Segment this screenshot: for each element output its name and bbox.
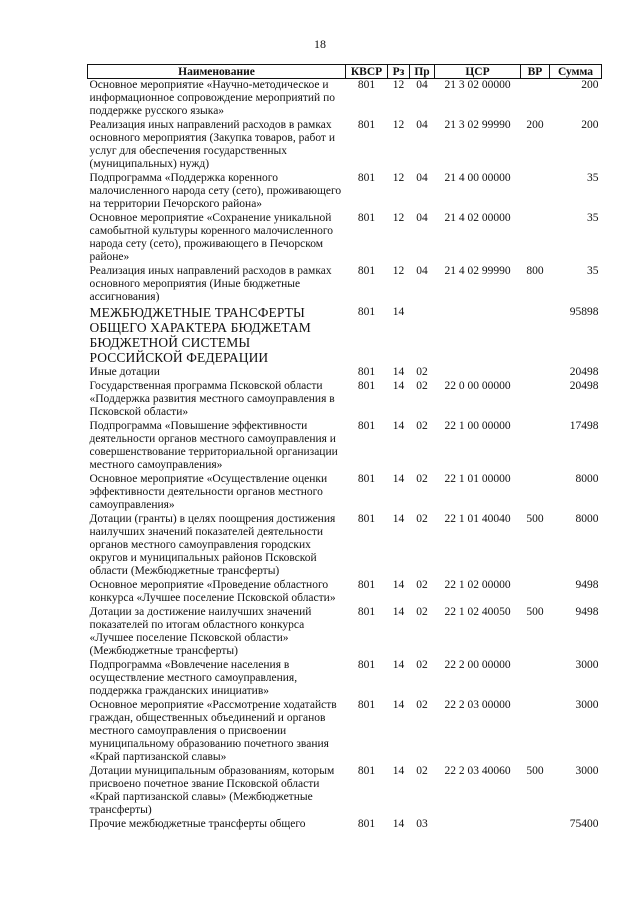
row-vr: 800 bbox=[526, 265, 544, 277]
row-name: Основное мероприятие «Сохранение уникальной самобытной культуры коренного малочисленного народа сету (сето), проживающего в Печорском районе» bbox=[89, 212, 334, 263]
row-pr: 04 bbox=[416, 79, 428, 91]
row-kvsr: 801 bbox=[357, 366, 376, 378]
table-header-row bbox=[88, 65, 602, 79]
row-csr: 21 4 02 99990 bbox=[444, 265, 511, 277]
row-sum: 200 bbox=[581, 119, 599, 131]
row-csr bbox=[435, 818, 521, 832]
row-name: Реализация иных направлений расходов в рамках основного мероприятия (Иные бюджетные ассигнования) bbox=[89, 265, 332, 303]
row-sum: 35 bbox=[587, 172, 599, 184]
row-vr bbox=[521, 579, 550, 606]
table-row bbox=[88, 579, 602, 606]
row-csr bbox=[435, 305, 521, 366]
row-csr: 22 1 02 00000 bbox=[444, 579, 511, 591]
row-sum: 95898 bbox=[569, 306, 599, 318]
table-row bbox=[88, 119, 602, 172]
row-kvsr: 801 bbox=[357, 699, 376, 711]
table-row bbox=[88, 212, 602, 265]
row-name: Дотации муниципальным образованиям, которым присвоено почетное звание Псковской области «Край партизанской славы» (Межбюджетные трансферты) bbox=[89, 765, 335, 816]
header-name: Наименование bbox=[88, 65, 346, 79]
row-vr bbox=[521, 380, 550, 420]
row-rz: 14 bbox=[392, 513, 405, 525]
table-row bbox=[88, 305, 602, 366]
row-vr bbox=[521, 699, 550, 765]
row-pr: 02 bbox=[416, 420, 428, 432]
row-csr: 21 3 02 99990 bbox=[444, 119, 511, 131]
row-pr: 02 bbox=[416, 579, 428, 591]
row-vr: 500 bbox=[526, 513, 544, 525]
row-pr: 02 bbox=[416, 699, 428, 711]
row-pr: 02 bbox=[416, 513, 428, 525]
row-name: Реализация иных направлений расходов в рамках основного мероприятия (Закупка товаров, работ и услуг для обеспечения государственных (муниципальных) нужд) bbox=[89, 119, 335, 170]
header-kvsr: КВСР bbox=[346, 65, 388, 79]
row-pr: 02 bbox=[416, 473, 428, 485]
row-kvsr: 801 bbox=[357, 172, 376, 184]
row-rz: 14 bbox=[392, 366, 405, 378]
row-pr: 03 bbox=[416, 818, 428, 830]
row-name: Основное мероприятие «Проведение областного конкурса «Лучшее поселение Псковской области» bbox=[89, 579, 336, 604]
table-body bbox=[88, 79, 602, 833]
row-csr: 21 4 02 00000 bbox=[444, 212, 511, 224]
row-csr: 22 1 00 00000 bbox=[444, 420, 511, 432]
row-sum: 3000 bbox=[575, 699, 599, 711]
row-rz: 14 bbox=[392, 380, 405, 392]
row-csr: 22 2 03 00000 bbox=[444, 699, 511, 711]
table-row bbox=[88, 79, 602, 120]
table-row bbox=[88, 513, 602, 579]
row-kvsr: 801 bbox=[357, 513, 376, 525]
row-kvsr: 801 bbox=[357, 420, 376, 432]
row-name: Иные дотации bbox=[89, 366, 160, 378]
table-row bbox=[88, 380, 602, 420]
row-rz: 14 bbox=[392, 699, 405, 711]
row-vr bbox=[521, 79, 550, 120]
row-sum: 9498 bbox=[575, 579, 599, 591]
row-csr: 22 0 00 00000 bbox=[444, 380, 511, 392]
row-csr: 22 1 01 40040 bbox=[444, 513, 511, 525]
table-row bbox=[88, 659, 602, 699]
row-kvsr: 801 bbox=[357, 212, 376, 224]
row-csr bbox=[435, 366, 521, 380]
table-row bbox=[88, 606, 602, 659]
row-name: Прочие межбюджетные трансферты общего bbox=[89, 818, 306, 830]
table-row bbox=[88, 818, 602, 832]
row-sum: 17498 bbox=[569, 420, 599, 432]
header-csr: ЦСР bbox=[435, 65, 521, 79]
row-pr: 04 bbox=[416, 172, 428, 184]
header-sum: Сумма bbox=[550, 65, 602, 79]
row-kvsr: 801 bbox=[357, 579, 376, 591]
row-rz: 12 bbox=[392, 265, 405, 277]
row-vr bbox=[521, 473, 550, 513]
budget-table bbox=[87, 64, 602, 832]
row-kvsr: 801 bbox=[357, 659, 376, 671]
row-pr: 02 bbox=[416, 765, 428, 777]
row-kvsr: 801 bbox=[357, 79, 376, 91]
row-sum: 9498 bbox=[575, 606, 599, 618]
row-sum: 3000 bbox=[575, 765, 599, 777]
row-sum: 20498 bbox=[569, 366, 599, 378]
row-kvsr: 801 bbox=[357, 380, 376, 392]
row-pr: 04 bbox=[416, 212, 428, 224]
row-name: Подпрограмма «Вовлечение населения в осуществление местного самоуправления, поддержка гражданских инициатив» bbox=[89, 659, 298, 697]
row-name: Основное мероприятие «Научно-методическое и информационное сопровождение мероприятий по поддержке русского языка» bbox=[89, 79, 335, 117]
row-vr bbox=[521, 305, 550, 366]
table-row bbox=[88, 699, 602, 765]
row-csr: 21 3 02 00000 bbox=[444, 79, 511, 91]
row-rz: 14 bbox=[392, 420, 405, 432]
header-rz: Рз bbox=[388, 65, 410, 79]
row-vr: 200 bbox=[526, 119, 544, 131]
row-rz: 14 bbox=[392, 659, 405, 671]
row-csr: 22 2 00 00000 bbox=[444, 659, 511, 671]
row-kvsr: 801 bbox=[357, 473, 376, 485]
row-rz: 14 bbox=[392, 818, 405, 830]
row-pr: 02 bbox=[416, 659, 428, 671]
row-rz: 14 bbox=[392, 306, 405, 318]
row-pr bbox=[410, 305, 435, 366]
row-vr: 500 bbox=[526, 606, 544, 618]
row-sum: 75400 bbox=[569, 818, 599, 830]
row-rz: 12 bbox=[392, 212, 405, 224]
table-row bbox=[88, 420, 602, 473]
row-sum: 3000 bbox=[575, 659, 599, 671]
row-sum: 200 bbox=[581, 79, 599, 91]
row-vr bbox=[521, 420, 550, 473]
table-row bbox=[88, 765, 602, 818]
row-rz: 14 bbox=[392, 765, 405, 777]
row-name: Основное мероприятие «Рассмотрение ходатайств граждан, общественных объединений и органов местного самоуправления о присвоении муниципальному образованию почетного звания «Край партизанской славы» bbox=[89, 699, 337, 763]
row-vr bbox=[521, 212, 550, 265]
table-row bbox=[88, 172, 602, 212]
header-vr: ВР bbox=[521, 65, 550, 79]
row-name: Государственная программа Псковской области «Поддержка развития местного самоуправления в Псковской области» bbox=[89, 380, 335, 418]
header-pr: Пр bbox=[410, 65, 435, 79]
row-name: Дотации за достижение наилучших значений показателей по итогам областного конкурса «Лучшее поселение Псковской области» (Межбюджетные трансферты) bbox=[89, 606, 312, 657]
row-name: Дотации (гранты) в целях поощрения достижения наилучших значений показателей деятельности органов местного самоуправления городских округов и муниципальных районов Псковской области (Межбюджетные трансферты) bbox=[89, 513, 336, 577]
row-csr: 22 1 01 00000 bbox=[444, 473, 511, 485]
row-rz: 12 bbox=[392, 172, 405, 184]
row-name: Подпрограмма «Поддержка коренного малочисленного народа сету (сето), проживающего на территории Печорского района» bbox=[89, 172, 342, 210]
table-row bbox=[88, 473, 602, 513]
row-kvsr: 801 bbox=[357, 265, 376, 277]
row-vr bbox=[521, 818, 550, 832]
page-number: 18 bbox=[314, 37, 326, 51]
row-name: МЕЖБЮДЖЕТНЫЕ ТРАНСФЕРТЫ ОБЩЕГО ХАРАКТЕРА БЮДЖЕТАМ БЮДЖЕТНОЙ СИСТЕМЫ РОССИЙСКОЙ ФЕДЕРАЦИИ bbox=[89, 305, 311, 365]
row-sum: 35 bbox=[587, 212, 599, 224]
row-pr: 02 bbox=[416, 606, 428, 618]
row-kvsr: 801 bbox=[357, 119, 376, 131]
row-pr: 02 bbox=[416, 366, 428, 378]
row-rz: 14 bbox=[392, 473, 405, 485]
row-pr: 02 bbox=[416, 380, 428, 392]
row-kvsr: 801 bbox=[357, 818, 376, 830]
row-rz: 14 bbox=[392, 579, 405, 591]
row-name: Подпрограмма «Повышение эффективности деятельности органов местного самоуправления и совершенствование территориальной организации местного самоуправления» bbox=[89, 420, 338, 471]
row-vr bbox=[521, 366, 550, 380]
row-sum: 8000 bbox=[575, 513, 599, 525]
row-sum: 8000 bbox=[575, 473, 599, 485]
row-kvsr: 801 bbox=[357, 606, 376, 618]
table-row bbox=[88, 265, 602, 305]
row-sum: 35 bbox=[587, 265, 599, 277]
row-vr: 500 bbox=[526, 765, 544, 777]
row-rz: 12 bbox=[392, 119, 405, 131]
row-pr: 04 bbox=[416, 265, 428, 277]
row-csr: 22 1 02 40050 bbox=[444, 606, 511, 618]
row-vr bbox=[521, 659, 550, 699]
row-name: Основное мероприятие «Осуществление оценки эффективности деятельности органов местного самоуправления» bbox=[89, 473, 328, 511]
row-kvsr: 801 bbox=[357, 765, 376, 777]
row-rz: 14 bbox=[392, 606, 405, 618]
row-kvsr: 801 bbox=[357, 306, 376, 318]
row-vr bbox=[521, 172, 550, 212]
row-csr: 22 2 03 40060 bbox=[444, 765, 511, 777]
row-pr: 04 bbox=[416, 119, 428, 131]
row-sum: 20498 bbox=[569, 380, 599, 392]
table-row bbox=[88, 366, 602, 380]
row-csr: 21 4 00 00000 bbox=[444, 172, 511, 184]
row-rz: 12 bbox=[392, 79, 405, 91]
